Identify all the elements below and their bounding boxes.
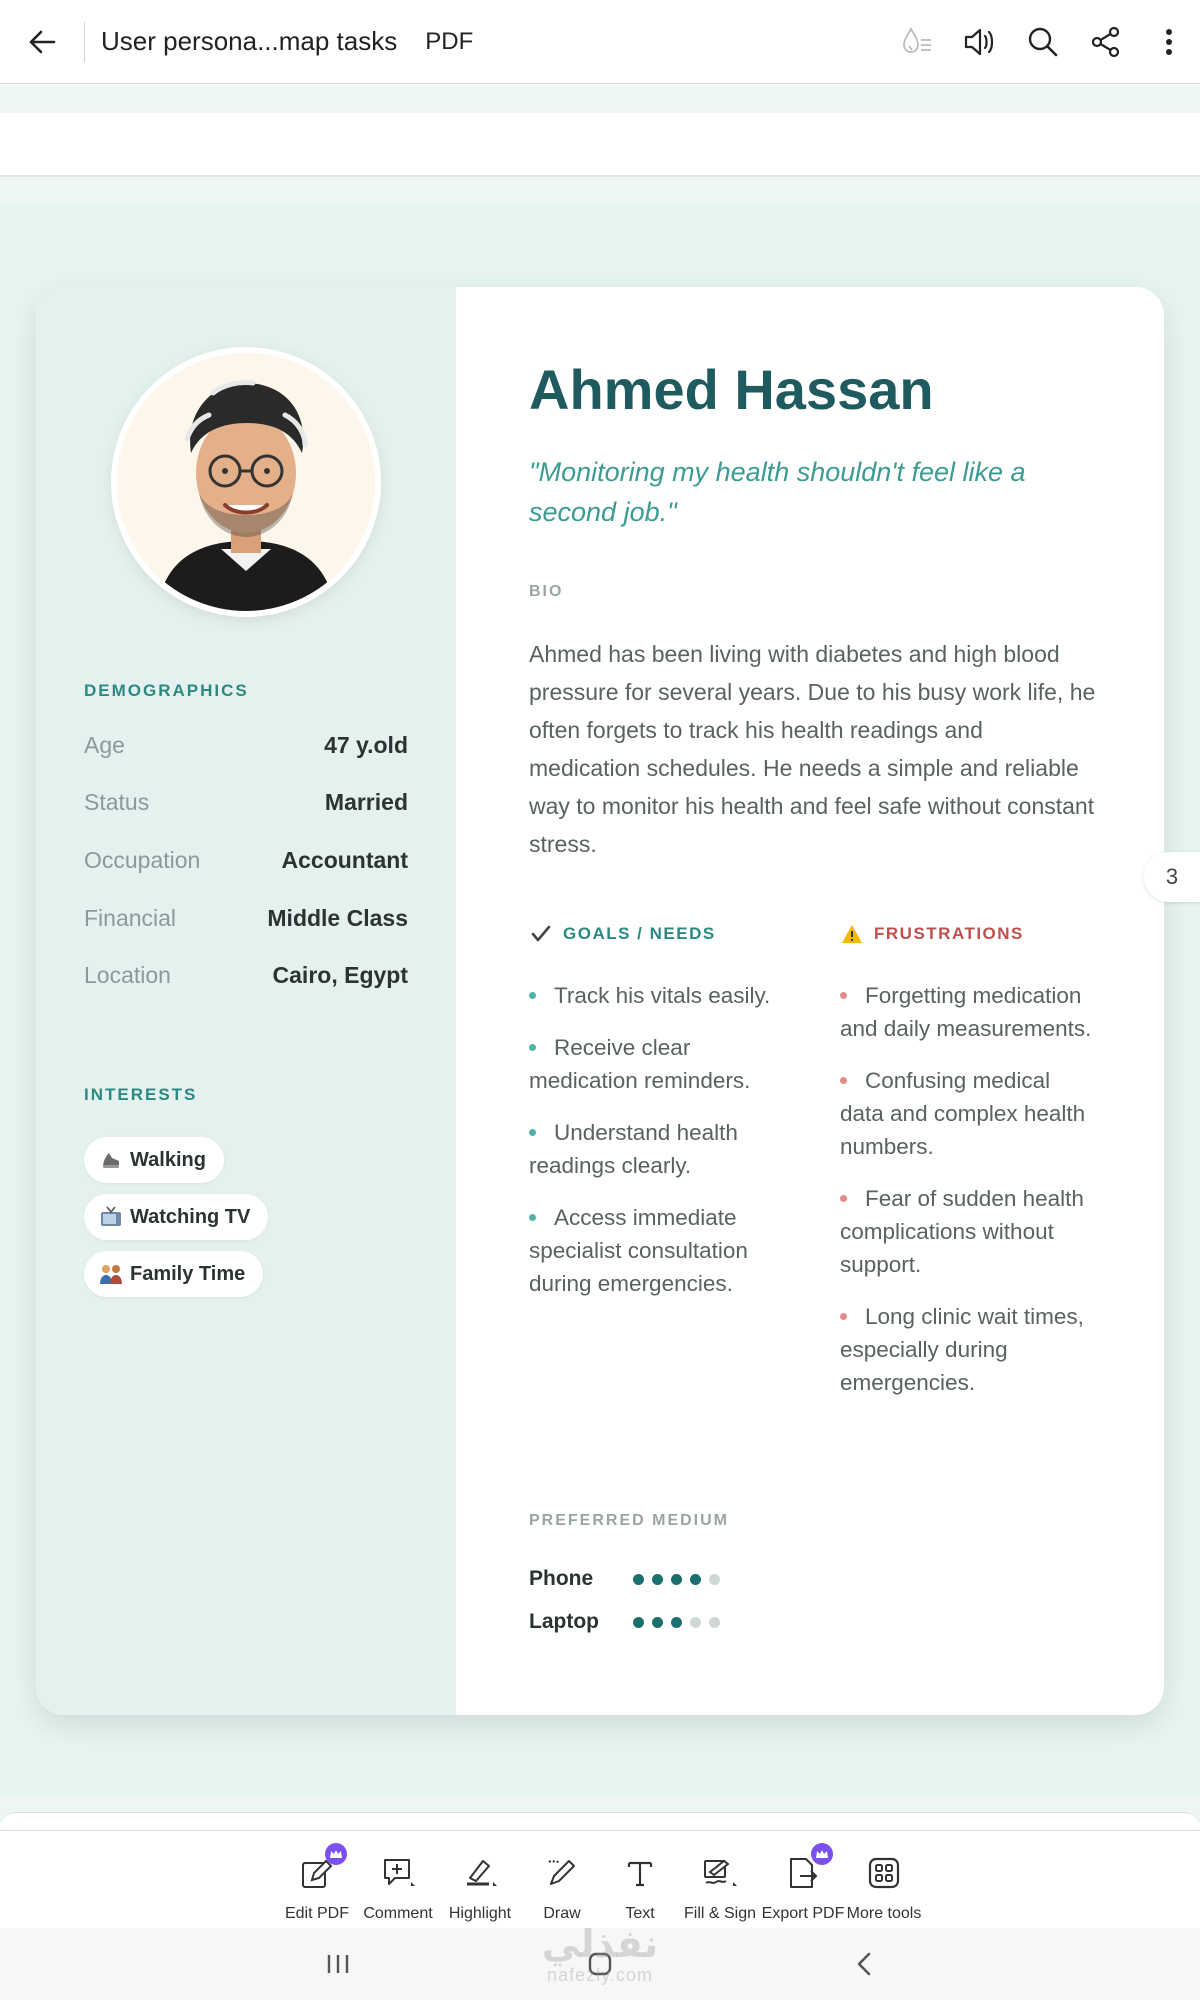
app-bar xyxy=(0,0,1200,84)
medium-label: Phone xyxy=(529,1567,594,1590)
frustration-item: Fear of sudden health complications without support. xyxy=(840,1186,1084,1277)
rating-dot xyxy=(633,1617,644,1628)
bio-text: Ahmed has been living with diabetes and high blood pressure for several years. Due to his busy work life, he often forgets to track his health readings and medication schedules. He needs a simple and reliable way to monitor his health and feel safe without constant stress. xyxy=(529,641,1096,857)
rating-dot xyxy=(709,1617,720,1628)
document-title: User persona...map tasks xyxy=(101,26,398,56)
highlight-icon xyxy=(463,1856,497,1890)
more-icon xyxy=(1164,27,1174,57)
chevron-left-icon xyxy=(855,1951,873,1977)
search-icon xyxy=(1027,26,1059,58)
medium-row-phone xyxy=(529,1567,728,1591)
read-aloud-button[interactable] xyxy=(948,0,1011,84)
tool-label: Edit PDF xyxy=(284,1905,349,1922)
medium-rating xyxy=(633,1574,728,1585)
frustrations-list xyxy=(840,979,1100,1418)
rating-dot xyxy=(709,1574,720,1585)
persona-avatar xyxy=(111,347,381,617)
rating-dot xyxy=(690,1574,701,1585)
document-type: PDF xyxy=(425,27,474,55)
interest-chip-family xyxy=(84,1251,263,1297)
recent-apps-button[interactable] xyxy=(298,1928,378,2000)
share-icon xyxy=(1090,26,1122,58)
demographics-heading: DEMOGRAPHICS xyxy=(84,681,249,700)
read-aloud-icon xyxy=(962,26,998,58)
edit-pdf-tool[interactable] xyxy=(275,1831,359,1929)
demographic-key: Occupation xyxy=(84,847,201,873)
demographic-key: Age xyxy=(84,732,125,758)
shoe-icon xyxy=(98,1147,124,1173)
recent-apps-icon xyxy=(326,1953,350,1975)
demographic-row-status xyxy=(84,789,408,816)
medium-row-laptop xyxy=(529,1610,728,1634)
rating-dot xyxy=(671,1617,682,1628)
premium-crown-icon xyxy=(325,1843,347,1865)
tool-label: Comment xyxy=(363,1905,433,1922)
goal-item: Understand health readings clearly. xyxy=(529,1120,738,1178)
frustration-item: Forgetting medication and daily measurements. xyxy=(840,983,1092,1041)
back-arrow-icon xyxy=(27,27,57,57)
checkmark-icon xyxy=(529,923,553,945)
demographic-key: Status xyxy=(84,789,150,815)
demographic-row-financial xyxy=(84,905,408,932)
goal-item: Track his vitals easily. xyxy=(529,979,779,1012)
frustrations-heading-text: FRUSTRATIONS xyxy=(874,924,1024,943)
demographic-value: Cairo, Egypt xyxy=(272,962,408,988)
watermark xyxy=(520,1925,680,1986)
goals-heading-text: GOALS / NEEDS xyxy=(563,924,716,943)
liquid-mode-button[interactable] xyxy=(885,0,948,84)
text-icon xyxy=(625,1858,655,1888)
tv-icon xyxy=(98,1204,124,1230)
comment-tool[interactable] xyxy=(356,1831,440,1929)
goals-list xyxy=(529,979,779,1319)
persona-sidebar xyxy=(36,287,456,1715)
tool-label: Export PDF xyxy=(761,1905,845,1922)
medium-rating xyxy=(633,1617,728,1628)
persona-card xyxy=(36,287,1164,1715)
watermark-latin: nafezly.com xyxy=(547,1965,653,1985)
more-tools-icon xyxy=(868,1857,900,1889)
system-back-button[interactable] xyxy=(824,1928,904,2000)
goal-item: Receive clear medication reminders. xyxy=(529,1035,751,1093)
persona-name: Ahmed Hassan xyxy=(529,358,934,421)
tools-toolbar xyxy=(0,1830,1200,1928)
bio-heading: BIO xyxy=(529,583,564,600)
preferred-medium-heading: PREFERRED MEDIUM xyxy=(529,1512,730,1529)
demographic-key: Financial xyxy=(84,905,177,931)
tool-label: Text xyxy=(625,1905,655,1922)
demographic-value: Middle Class xyxy=(267,905,408,931)
more-tools-button[interactable] xyxy=(842,1831,926,1929)
demographic-row-occupation xyxy=(84,847,408,874)
app-bar-divider xyxy=(84,22,85,62)
tool-label: Highlight xyxy=(448,1905,512,1922)
export-pdf-tool[interactable] xyxy=(761,1831,845,1929)
frustration-item: Long clinic wait times, especially during emergencies. xyxy=(840,1304,1084,1395)
previous-page-edge xyxy=(0,113,1200,177)
interest-chip-walking xyxy=(84,1137,224,1183)
rating-dot xyxy=(633,1574,644,1585)
back-button[interactable] xyxy=(0,0,84,84)
demographic-value: 47 y.old xyxy=(324,732,408,758)
demographic-row-age xyxy=(84,732,408,759)
interest-label: Walking xyxy=(130,1148,206,1171)
tool-label: More tools xyxy=(846,1905,922,1922)
rating-dot xyxy=(652,1617,663,1628)
persona-quote: "Monitoring my health shouldn't feel like a second job." xyxy=(529,457,1026,527)
premium-crown-icon xyxy=(811,1843,833,1865)
demographic-value: Married xyxy=(324,789,408,815)
demographic-value: Accountant xyxy=(281,847,408,873)
rating-dot xyxy=(671,1574,682,1585)
medium-label: Laptop xyxy=(529,1610,599,1633)
draw-tool[interactable] xyxy=(520,1831,604,1929)
rating-dot xyxy=(690,1617,701,1628)
persona-illustration xyxy=(117,353,375,611)
comment-icon xyxy=(381,1856,415,1890)
tool-label: Draw xyxy=(543,1905,581,1922)
page-number-indicator[interactable]: 3 xyxy=(1144,852,1200,902)
family-icon xyxy=(98,1261,124,1287)
search-button[interactable] xyxy=(1011,0,1074,84)
demographic-row-location xyxy=(84,962,408,989)
rating-dot xyxy=(652,1574,663,1585)
highlight-tool[interactable] xyxy=(438,1831,522,1929)
goal-item: Access immediate specialist consultation during emergencies. xyxy=(529,1205,748,1296)
liquid-mode-icon xyxy=(899,26,935,58)
watermark-arabic: نفذلي xyxy=(541,1924,659,1966)
interest-label: Family Time xyxy=(130,1262,246,1285)
interest-label: Watching TV xyxy=(130,1205,251,1228)
demographic-key: Location xyxy=(84,962,171,988)
draw-icon xyxy=(545,1856,579,1890)
warning-icon xyxy=(840,923,864,945)
frustrations-heading xyxy=(840,923,1024,945)
interests-heading: INTERESTS xyxy=(84,1085,198,1104)
fill-sign-tool[interactable] xyxy=(678,1831,762,1929)
more-options-button[interactable] xyxy=(1137,0,1200,84)
tool-label: Fill & Sign xyxy=(683,1905,757,1922)
interest-chip-tv xyxy=(84,1194,268,1240)
goals-heading xyxy=(529,923,716,945)
share-button[interactable] xyxy=(1074,0,1137,84)
fill-sign-icon xyxy=(702,1856,738,1890)
frustration-item: Confusing medical data and complex health numbers. xyxy=(840,1068,1086,1159)
text-tool[interactable] xyxy=(598,1831,682,1929)
